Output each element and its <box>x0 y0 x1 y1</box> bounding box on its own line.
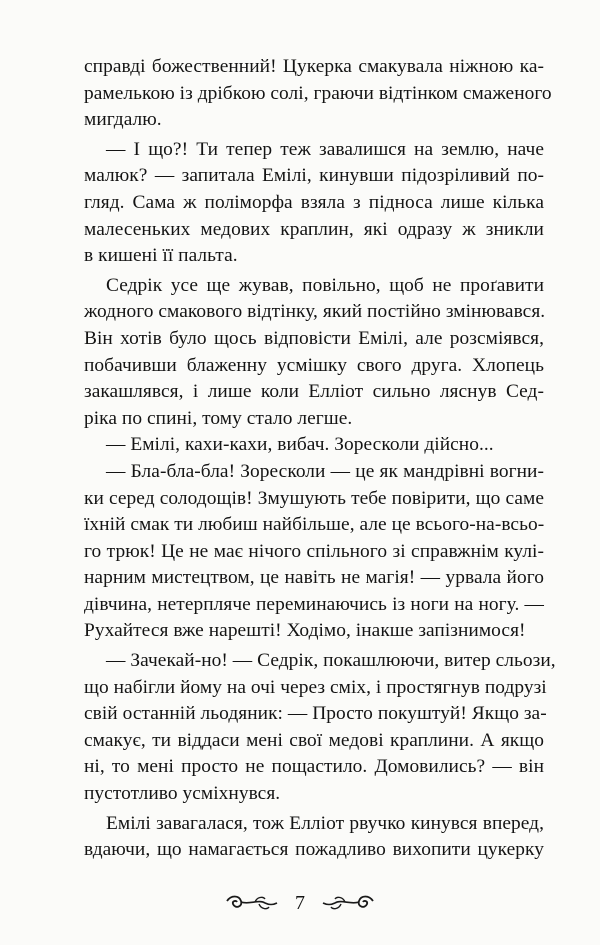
paragraph <box>62 54 552 134</box>
text-line: ки серед солодощів! Змушують тебе повірити, що саме <box>84 487 544 509</box>
text-line: малесеньких медових краплин, які одразу ж зникли <box>84 218 544 240</box>
text-line: свій останній льодяник: — Просто покуштуй! Якщо за- <box>84 703 547 725</box>
paragraph <box>62 811 544 864</box>
text-line: Він хотів було щось відповісти Емілі, але розсміявся, <box>84 327 544 349</box>
text-line: рамелькою із дрібкою солі, граючи відтінком смаженого <box>84 82 552 104</box>
text-line: справді божественний! Цукерка смакувала ніжною ка- <box>84 56 544 77</box>
paragraph <box>62 648 556 808</box>
text-line: смакує, ти віддаси мені свої медові краплини. А якщо <box>84 729 544 751</box>
text-line: ріка по спині, тому стало легше. <box>84 407 353 429</box>
paragraph <box>62 432 544 459</box>
text-line: малюк? — запитала Емілі, кинувши підозріливий по- <box>84 165 544 187</box>
text-line: дівчина, нетерпляче переминаючись із ноги на ногу. — <box>84 593 544 615</box>
text-line: — Бла-бла-бла! Зоресколи — це як мандрівні вогни- <box>106 460 544 482</box>
text-line: гляд. Сама ж поліморфа взяла з підноса лише кілька <box>84 191 544 213</box>
page-footer <box>0 886 600 920</box>
flourish-left-icon <box>225 893 279 913</box>
text-line: — І що?! Ти тепер теж завалишся на землю, наче <box>106 138 544 160</box>
text-line: — Зачекай-но! — Седрік, покашлюючи, витер сльози, <box>106 650 556 672</box>
text-line: пустотливо усміхнувся. <box>84 783 281 805</box>
text-line: побачивши блаженну усмішку свого друга. Хлопець <box>84 354 544 376</box>
paragraph <box>62 137 544 270</box>
body-text <box>62 54 556 864</box>
text-line: го трюк! Це не має нічого спільного зі справжнім кулі- <box>84 540 544 562</box>
paragraph <box>62 273 544 433</box>
text-line: в кишені її пальта. <box>84 245 238 267</box>
page-number: 7 <box>295 892 305 914</box>
text-line: закашлявся, і лише коли Елліот сильно ляснув Сед- <box>84 381 544 403</box>
paragraph <box>62 459 544 645</box>
text-line: вдаючи, що намагається пожадливо вихопити цукерку <box>84 839 544 861</box>
text-line: Рухайтеся вже нарешті! Ходімо, інакше запізнимося! <box>84 620 526 642</box>
flourish-right-icon <box>321 893 375 913</box>
text-line: що набігли йому на очі через сміх, і простягнув подрузі <box>84 676 547 698</box>
text-line: мигдалю. <box>84 109 162 131</box>
text-line: жодного смакового відтінку, який постійно змінювався. <box>84 301 546 323</box>
text-line: Емілі завагалася, тож Елліот рвучко кинувся вперед, <box>106 812 544 834</box>
text-line: — Емілі, кахи-кахи, вибач. Зоресколи дійсно... <box>106 434 494 456</box>
text-line: ні, то мені просто не пощастило. Домовились? — він <box>84 756 544 778</box>
text-line: Седрік усе ще жував, повільно, щоб не проґавити <box>106 274 544 296</box>
text-line: нарним мистецтвом, це навіть не магія! — урвала його <box>84 567 544 589</box>
text-line: їхній смак ти любиш найбільше, але це всього-на-всьо- <box>84 514 545 536</box>
